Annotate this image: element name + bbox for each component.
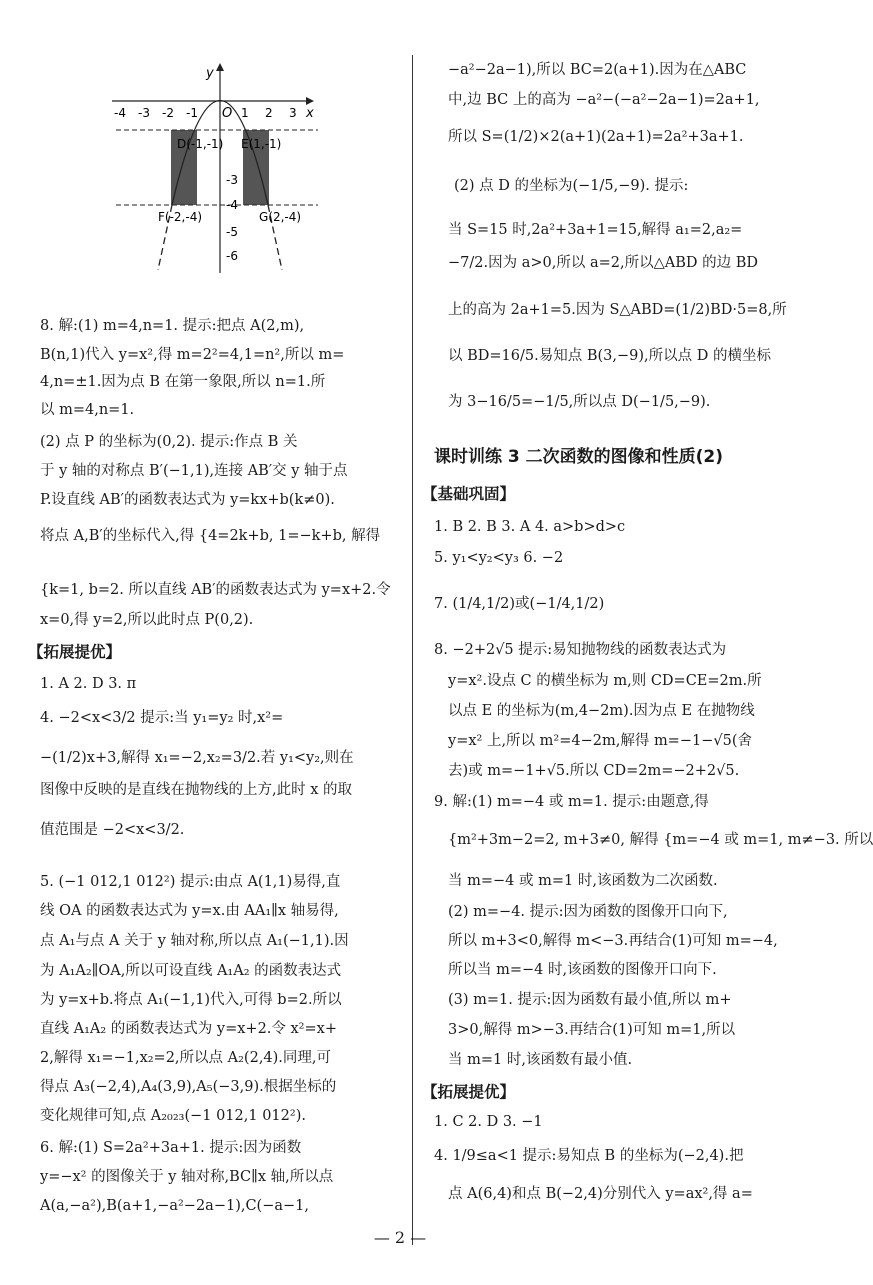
- text-line: 上的高为 2a+1=5.因为 S△ABD=(1/2)BD·5=8,所: [448, 302, 787, 318]
- text-line: 所以 m+3<0,解得 m<−3.再结合(1)可知 m=−4,: [448, 933, 778, 949]
- x-tick-label: -2: [162, 106, 174, 120]
- text-line: 为 y=x+b.将点 A₁(−1,1)代入,可得 b=2.所以: [40, 992, 342, 1008]
- text-line: 8. 解:(1) m=4,n=1. 提示:把点 A(2,m),: [40, 318, 305, 334]
- text-line: (2) m=−4. 提示:因为函数的图像开口向下,: [448, 904, 728, 920]
- text-line: 1. B 2. B 3. A 4. a>b>d>c: [434, 519, 626, 535]
- section-heading-extension-right: 【拓展提优】: [422, 1083, 516, 1101]
- text-line: 1. A 2. D 3. π: [40, 676, 137, 692]
- text-line: A(a,−a²),B(a+1,−a²−2a−1),C(−a−1,: [40, 1198, 309, 1214]
- y-tick-label: -4: [226, 198, 238, 212]
- y-axis-label: y: [206, 66, 214, 81]
- point-label-d: D(-1,-1): [177, 137, 224, 151]
- text-line: 于 y 轴的对称点 B′(−1,1),连接 AB′交 y 轴于点: [40, 463, 348, 479]
- y-tick-label: -5: [226, 225, 238, 239]
- text-line: 中,边 BC 上的高为 −a²−(−a²−2a−1)=2a+1,: [448, 92, 760, 108]
- text-line: 7. (1/4,1/2)或(−1/4,1/2): [434, 596, 605, 612]
- text-line: 线 OA 的函数表达式为 y=x.由 AA₁∥x 轴易得,: [40, 903, 339, 919]
- text-line: 4. 1/9≤a<1 提示:易知点 B 的坐标为(−2,4).把: [434, 1148, 744, 1164]
- point-label-g: G(2,-4): [259, 210, 302, 224]
- text-line: B(n,1)代入 y=x²,得 m=2²=4,1=n²,所以 m=: [40, 347, 345, 363]
- text-line: 1. C 2. D 3. −1: [434, 1114, 543, 1130]
- text-line: 点 A₁与点 A 关于 y 轴对称,所以点 A₁(−1,1).因: [40, 933, 349, 949]
- text-line: 6. 解:(1) S=2a²+3a+1. 提示:因为函数: [40, 1140, 302, 1156]
- section-heading-basic: 【基础巩固】: [422, 485, 516, 503]
- coordinate-graph: [0, 55, 410, 340]
- text-line: 为 A₁A₂∥OA,所以可设直线 A₁A₂ 的函数表达式: [40, 963, 342, 979]
- x-tick-label: -1: [186, 106, 198, 120]
- text-line: x=0,得 y=2,所以此时点 P(0,2).: [40, 612, 254, 628]
- text-line: 9. 解:(1) m=−4 或 m=1. 提示:由题意,得: [434, 794, 709, 810]
- page-number: — 2 —: [373, 1228, 427, 1247]
- text-line: 将点 A,B′的坐标代入,得 {4=2k+b, 1=−k+b, 解得: [40, 528, 381, 544]
- x-tick-label: 2: [265, 106, 273, 120]
- origin-label: O: [222, 106, 233, 121]
- text-line: 以 m=4,n=1.: [40, 402, 135, 418]
- text-line: 4. −2<x<3/2 提示:当 y₁=y₂ 时,x²=: [40, 710, 284, 726]
- text-line: 去)或 m=−1+√5.所以 CD=2m=−2+2√5.: [448, 763, 740, 779]
- text-line: 4,n=±1.因为点 B 在第一象限,所以 n=1.所: [40, 374, 326, 390]
- text-line: 得点 A₃(−2,4),A₄(3,9),A₅(−3,9).根据坐标的: [40, 1079, 337, 1095]
- text-line: 所以 S=(1/2)×2(a+1)(2a+1)=2a²+3a+1.: [448, 129, 744, 145]
- text-line: {m²+3m−2=2, m+3≠0, 解得 {m=−4 或 m=1, m≠−3. 所以: [448, 832, 873, 848]
- text-line: 当 S=15 时,2a²+3a+1=15,解得 a₁=2,a₂=: [448, 222, 743, 238]
- x-tick-label: 1: [241, 106, 249, 120]
- section-heading-extension: 【拓展提优】: [28, 643, 122, 661]
- text-line: {k=1, b=2. 所以直线 AB′的函数表达式为 y=x+2.令: [40, 582, 391, 598]
- text-line: (3) m=1. 提示:因为函数有最小值,所以 m+: [448, 992, 732, 1008]
- x-tick-label: 3: [289, 106, 297, 120]
- text-line: 8. −2+2√5 提示:易知抛物线的函数表达式为: [434, 642, 727, 658]
- text-line: 所以当 m=−4 时,该函数的图像开口向下.: [448, 962, 717, 978]
- text-line: (2) 点 D 的坐标为(−1/5,−9). 提示:: [454, 178, 689, 194]
- text-line: P.设直线 AB′的函数表达式为 y=kx+b(k≠0).: [40, 492, 335, 508]
- text-line: 值范围是 −2<x<3/2.: [40, 822, 185, 838]
- text-line: 为 3−16/5=−1/5,所以点 D(−1/5,−9).: [448, 394, 711, 410]
- lesson-title: 课时训练 3 二次函数的图像和性质(2): [434, 447, 724, 467]
- text-line: 图像中反映的是直线在抛物线的上方,此时 x 的取: [40, 782, 353, 798]
- text-line: y=x² 上,所以 m²=4−2m,解得 m=−1−√5(舍: [448, 733, 752, 749]
- text-line: y=x².设点 C 的横坐标为 m,则 CD=CE=2m.所: [448, 673, 762, 689]
- text-line: 5. (−1 012,1 012²) 提示:由点 A(1,1)易得,直: [40, 874, 341, 890]
- x-axis-arrow: [306, 97, 314, 105]
- text-line: 当 m=−4 或 m=1 时,该函数为二次函数.: [448, 873, 718, 889]
- text-line: −(1/2)x+3,解得 x₁=−2,x₂=3/2.若 y₁<y₂,则在: [40, 750, 354, 766]
- point-label-f: F(-2,-4): [158, 210, 203, 224]
- text-line: 3>0,解得 m>−3.再结合(1)可知 m=1,所以: [448, 1022, 736, 1038]
- text-line: 以点 E 的坐标为(m,4−2m).因为点 E 在抛物线: [448, 703, 755, 719]
- y-axis-arrow: [216, 63, 224, 71]
- x-tick-label: -4: [114, 106, 126, 120]
- text-line: 5. y₁<y₂<y₃ 6. −2: [434, 550, 564, 566]
- text-line: y=−x² 的图像关于 y 轴对称,BC∥x 轴,所以点: [40, 1169, 334, 1185]
- point-label-e: E(1,-1): [241, 137, 282, 151]
- text-line: 点 A(6,4)和点 B(−2,4)分别代入 y=ax²,得 a=: [448, 1186, 753, 1202]
- y-tick-label: -6: [226, 249, 238, 263]
- text-line: 2,解得 x₁=−1,x₂=2,所以点 A₂(2,4).同理,可: [40, 1050, 332, 1066]
- text-line: −a²−2a−1),所以 BC=2(a+1).因为在△ABC: [448, 62, 747, 78]
- y-tick-label: -3: [226, 173, 238, 187]
- text-line: 直线 A₁A₂ 的函数表达式为 y=x+2.令 x²=x+: [40, 1021, 337, 1037]
- text-line: 以 BD=16/5.易知点 B(3,−9),所以点 D 的横坐标: [448, 348, 771, 364]
- x-axis-label: x: [306, 106, 314, 121]
- text-line: 当 m=1 时,该函数有最小值.: [448, 1052, 633, 1068]
- text-line: −7/2.因为 a>0,所以 a=2,所以△ABD 的边 BD: [448, 255, 758, 271]
- text-line: (2) 点 P 的坐标为(0,2). 提示:作点 B 关: [40, 434, 298, 450]
- text-line: 变化规律可知,点 A₂₀₂₃(−1 012,1 012²).: [40, 1108, 306, 1124]
- x-tick-label: -3: [138, 106, 150, 120]
- column-divider: [412, 55, 413, 1245]
